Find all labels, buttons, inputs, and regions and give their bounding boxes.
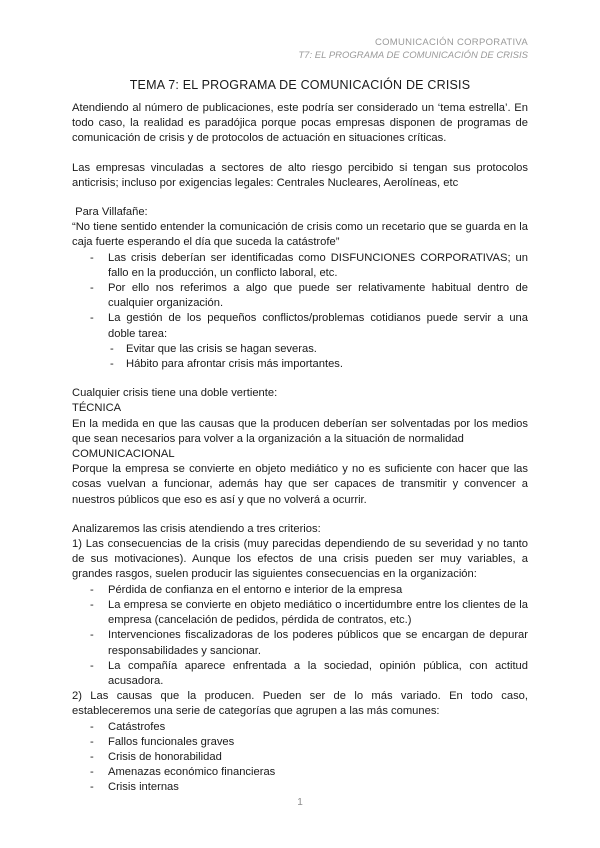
list-item: - Pérdida de confianza en el entorno e interior de la empresa bbox=[72, 583, 528, 598]
page-number: 1 bbox=[297, 797, 303, 808]
causas-list bbox=[72, 720, 528, 796]
intro-paragraph-1: Atendiendo al número de publicaciones, este podría ser considerado un ‘tema estrella’. En todo caso, la realidad es paradójica porque pocas empresas disponen de programas de comunicación de crisis y de protocolos de actuación en situaciones críticas. bbox=[72, 102, 528, 145]
consecuencias-list bbox=[72, 583, 528, 689]
list-item: - La empresa se convierte en objeto mediático o incertidumbre entre los clientes de la empresa (cancelación de pedidos, pérdida de contratos, etc.) bbox=[72, 598, 528, 628]
list-item: - Catástrofes bbox=[72, 720, 528, 735]
list-item: - La compañía aparece enfrentada a la sociedad, opinión pública, con actitud acusadora. bbox=[72, 659, 528, 689]
list-item: - Intervenciones fiscalizadoras de los poderes públicos que se encargan de depurar responsabilidades y sancionar. bbox=[72, 628, 528, 658]
list-item: - Las crisis deberían ser identificadas como DISFUNCIONES CORPORATIVAS; un fallo en la producción, un conflicto laboral, etc. bbox=[72, 251, 528, 281]
criterios-intro: Analizaremos las crisis atendiendo a tres criterios: bbox=[72, 522, 321, 535]
list-item: - Hábito para afrontar crisis más importantes. bbox=[72, 357, 528, 372]
villafane-quote: “No tiene sentido entender la comunicación de crisis como un recetario que se guarda en la caja fuerte esperando el día que suceda la catástrofe” bbox=[72, 221, 528, 249]
comunicacional-text: Porque la empresa se convierte en objeto mediático y no es suficiente con hacer que las cosas vuelvan a funcionar, además hay que ser capaces de transmitir y convencer a nuestros públicos que eso es así y que no volverá a ocurrir. bbox=[72, 463, 528, 506]
list-item: - La gestión de los pequeños conflictos/problemas cotidianos puede servir a una doble tarea: bbox=[72, 311, 528, 341]
vertiente-intro: Cualquier crisis tiene una doble vertiente: bbox=[72, 387, 278, 400]
header-unit: T7: EL PROGRAMA DE COMUNICACIÓN DE CRISIS bbox=[298, 50, 528, 61]
villafane-sublist bbox=[72, 342, 528, 372]
list-item: - Amenazas económico financieras bbox=[72, 765, 528, 780]
comunicacional-heading: COMUNICACIONAL bbox=[72, 448, 175, 461]
page-title: TEMA 7: EL PROGRAMA DE COMUNICACIÓN DE CRISIS bbox=[129, 78, 471, 92]
villafane-list bbox=[72, 251, 528, 342]
list-item: - Evitar que las crisis se hagan severas. bbox=[72, 342, 528, 357]
list-item: - Crisis internas bbox=[72, 780, 528, 795]
criterio-2: 2) Las causas que la producen. Pueden ser de lo más variado. En todo caso, estableceremos una serie de categorías que agrupen a las más comunes: bbox=[72, 690, 528, 718]
list-item: - Fallos funcionales graves bbox=[72, 735, 528, 750]
tecnica-text: En la medida en que las causas que la producen deberían ser solventadas por los medios que sean necesarios para volver a la organización a la situación de normalidad bbox=[72, 417, 528, 445]
list-item: - Crisis de honorabilidad bbox=[72, 750, 528, 765]
tecnica-heading: TÉCNICA bbox=[72, 402, 122, 415]
criterio-1: 1) Las consecuencias de la crisis (muy parecidas dependiendo de su severidad y no tanto de sus motivaciones). Aunque los efectos de una crisis pueden ser muy variables, a grandes rasgos, suelen producir las siguientes consecuencias en la organización: bbox=[72, 538, 528, 581]
header-course: COMUNICACIÓN CORPORATIVA bbox=[374, 37, 528, 48]
document-body bbox=[72, 101, 528, 796]
list-item: - Por ello nos referimos a algo que puede ser relativamente habitual dentro de cualquier organización. bbox=[72, 281, 528, 311]
intro-paragraph-2: Las empresas vinculadas a sectores de alto riesgo percibido si tengan sus protocolos anticrisis; incluso por exigencias legales: Centrales Nucleares, Aerolíneas, etc bbox=[72, 161, 528, 189]
villafane-label: Para Villafañe: bbox=[72, 206, 148, 219]
